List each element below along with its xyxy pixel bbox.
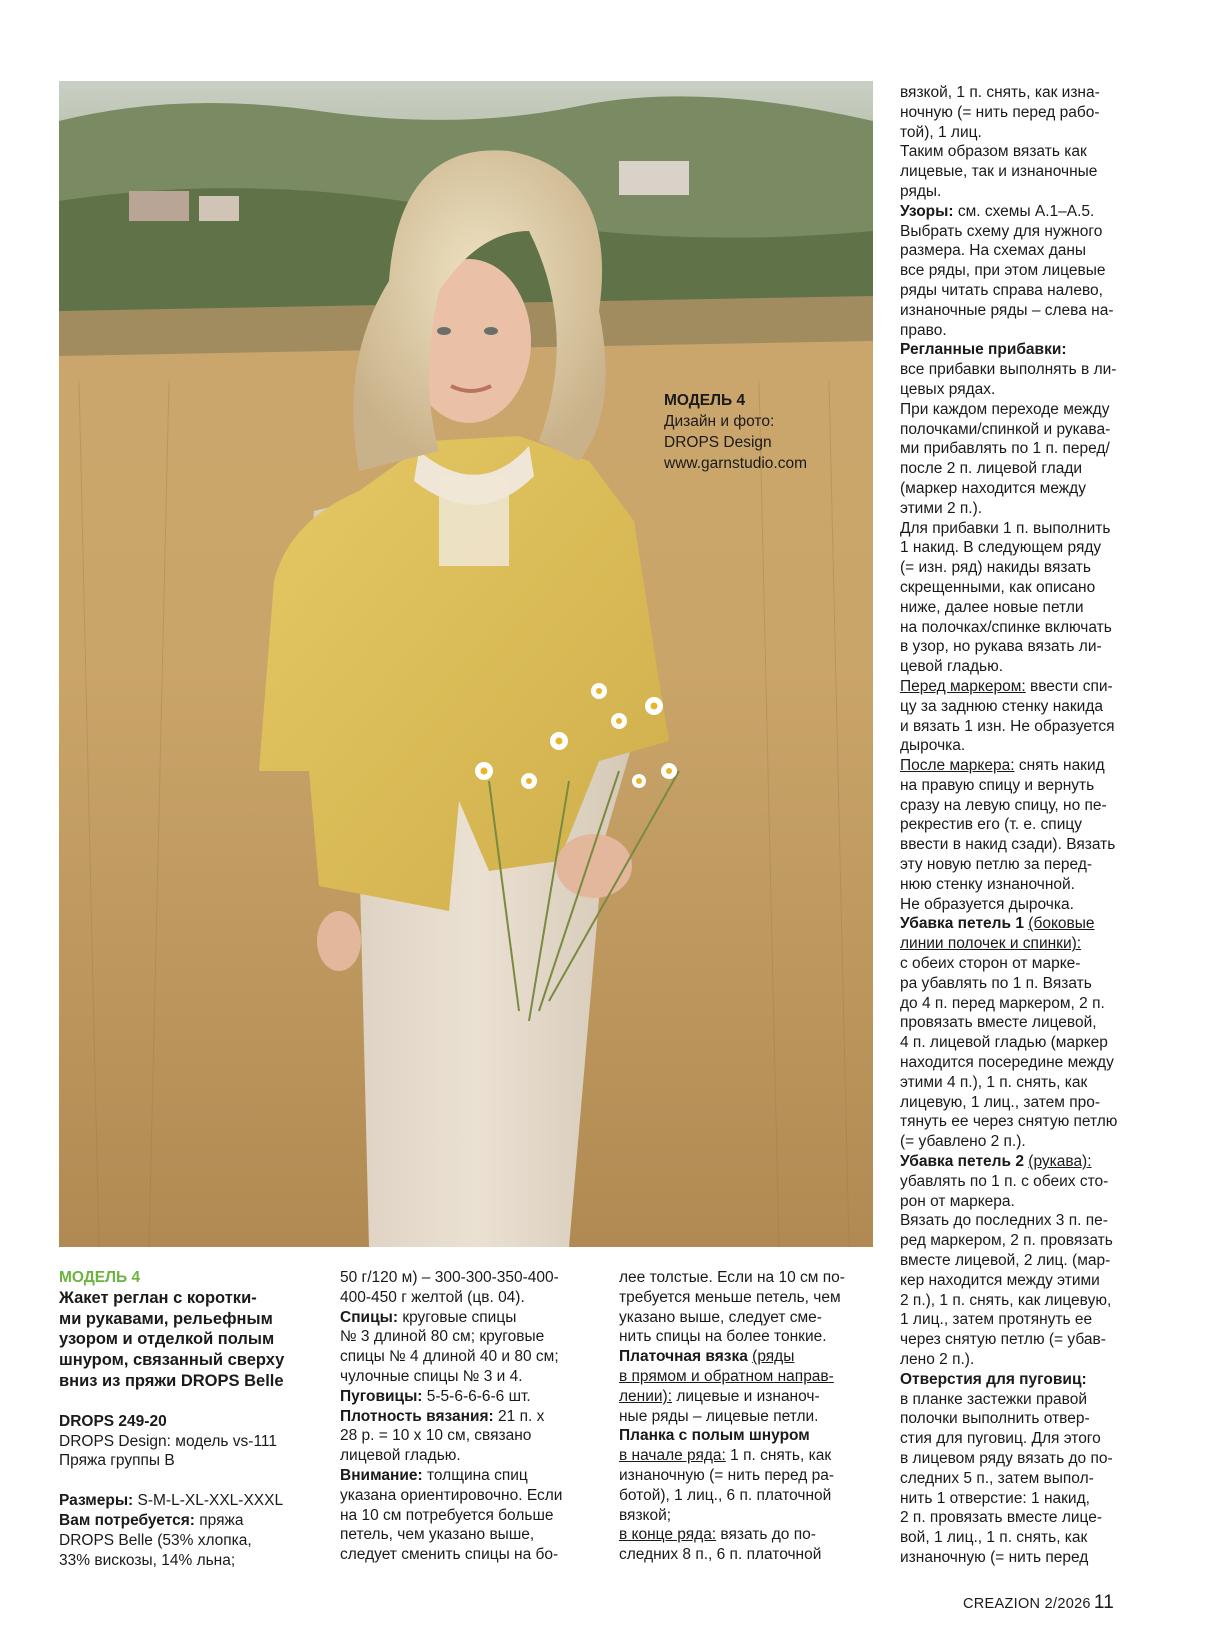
text-line — [900, 1390, 1152, 1410]
text-line — [900, 1508, 1152, 1528]
text-line — [900, 677, 1152, 697]
text-segment: в конце ряда: — [619, 1526, 717, 1544]
text-line — [619, 1288, 877, 1308]
text-segment: изнаночную (= нить перед ра- — [619, 1466, 834, 1484]
text-segment: После маркера: — [900, 757, 1015, 775]
text-line — [900, 914, 1152, 934]
text-line — [900, 697, 1152, 717]
text-segment: Пуговицы: — [340, 1387, 423, 1405]
text-line — [900, 1330, 1152, 1350]
text-line — [900, 1449, 1152, 1469]
right-text-column — [900, 83, 1152, 1568]
text-line — [59, 1371, 319, 1392]
text-segment: чулочные спицы № 3 и 4. — [340, 1367, 523, 1385]
text-line — [619, 1387, 877, 1407]
text-segment: 1 п. снять, как — [725, 1447, 832, 1465]
text-line — [619, 1426, 877, 1446]
text-segment: лицевые, так и изнаночные — [900, 163, 1098, 181]
text-segment: указано выше, следует сме- — [619, 1308, 822, 1326]
caption-website: www.garnstudio.com — [664, 455, 808, 472]
text-segment: размера. На схемах даны — [900, 242, 1087, 260]
text-line — [340, 1367, 598, 1387]
text-segment: рекрестив его (т. е. спицу — [900, 816, 1082, 834]
bottom-text-column-1 — [59, 1268, 319, 1570]
text-line — [900, 578, 1152, 598]
text-segment: ра убавлять по 1 п. Вязать — [900, 974, 1092, 992]
text-segment: лицевой гладью. — [340, 1447, 461, 1465]
text-segment: (маркер находится между — [900, 479, 1086, 497]
text-segment: полочки выполнить отвер- — [900, 1410, 1090, 1428]
text-line — [900, 380, 1152, 400]
text-segment: 2 п.), 1 п. снять, как лицевую, — [900, 1291, 1112, 1309]
text-line — [900, 1172, 1152, 1192]
text-segment: (ряды — [752, 1348, 795, 1366]
text-segment: этими 2 п.). — [900, 499, 983, 517]
text-line — [900, 1489, 1152, 1509]
text-line — [900, 202, 1152, 222]
text-segment: требуется меньше петель, чем — [619, 1288, 841, 1306]
text-segment: стия для пуговиц. Для этого — [900, 1430, 1101, 1448]
page-number: 11 — [1093, 1592, 1115, 1613]
text-line — [900, 420, 1152, 440]
text-line — [900, 618, 1152, 638]
text-line — [340, 1347, 598, 1367]
text-line — [59, 1491, 319, 1511]
text-line — [900, 1370, 1152, 1390]
text-segment: вязать до по- — [716, 1526, 816, 1544]
text-segment: шнуром, связанный сверху — [59, 1351, 285, 1370]
text-segment: ботой), 1 лиц., 6 п. платочной — [619, 1486, 832, 1504]
text-segment: пряжа — [194, 1511, 244, 1529]
text-segment: на 10 см потребуется больше — [340, 1506, 554, 1524]
text-segment: указана ориентировочно. Если — [340, 1486, 563, 1504]
text-line — [900, 103, 1152, 123]
text-line — [619, 1347, 877, 1367]
text-segment: узором и отделкой полым — [59, 1330, 275, 1349]
text-segment: Убавка петель 2 — [900, 1153, 1024, 1171]
text-segment: вязкой, 1 п. снять, как изна- — [900, 84, 1100, 101]
text-segment: ряды. — [900, 182, 942, 200]
text-segment: изнаночную (= нить перед — [900, 1548, 1089, 1566]
text-line — [900, 142, 1152, 162]
text-segment: в планке застежки правой — [900, 1390, 1087, 1408]
text-line — [340, 1407, 598, 1427]
text-segment: Узоры: — [900, 202, 954, 220]
text-segment: № 3 длиной 80 см; круговые — [340, 1328, 545, 1346]
text-segment: цу за заднюю стенку накида — [900, 697, 1104, 715]
text-segment: той), 1 лиц. — [900, 123, 982, 141]
text-segment: Регланные прибавки: — [900, 341, 1067, 359]
text-line — [59, 1451, 319, 1471]
text-segment: следних 5 п., затем выпол- — [900, 1469, 1094, 1487]
text-segment: убавлять по 1 п. с обеих сто- — [900, 1172, 1109, 1190]
text-line — [900, 875, 1152, 895]
text-line — [340, 1308, 598, 1328]
text-line — [900, 459, 1152, 479]
text-line — [900, 1291, 1152, 1311]
text-segment: этими 4 п.), 1 п. снять, как — [900, 1073, 1088, 1091]
page-footer — [963, 1592, 1114, 1614]
text-line — [900, 895, 1152, 915]
text-segment: право. — [900, 321, 947, 339]
text-line — [340, 1387, 598, 1407]
text-segment: Убавка петель 1 — [900, 915, 1024, 933]
text-line — [340, 1525, 598, 1545]
text-segment: 1 лиц., затем протянуть ее — [900, 1311, 1093, 1329]
text-line — [900, 815, 1152, 835]
text-line — [900, 1409, 1152, 1429]
text-segment: ввести спи- — [1025, 677, 1113, 695]
text-line — [900, 776, 1152, 796]
text-segment: сразу на левую спицу, но пе- — [900, 796, 1107, 814]
text-segment: Для прибавки 1 п. выполнить — [900, 519, 1111, 537]
text-segment: Платочная вязка — [619, 1348, 748, 1366]
bottom-text-column-3 — [619, 1268, 877, 1565]
text-segment: нить 1 отверстие: 1 накид, — [900, 1489, 1090, 1507]
text-segment: S-M-L-XL-XXL-XXXL — [133, 1492, 284, 1510]
text-line — [900, 1469, 1152, 1489]
text-segment: ночную (= нить перед рабо- — [900, 103, 1100, 121]
text-line — [340, 1327, 598, 1347]
text-segment: 33% вискозы, 14% льна; — [59, 1551, 236, 1569]
text-segment: 50 г/120 м) – 300-300-350-400- — [340, 1269, 559, 1286]
caption-model: МОДЕЛЬ 4 — [664, 392, 746, 409]
text-segment: см. схемы А.1–А.5. — [953, 202, 1095, 220]
text-line — [59, 1392, 319, 1412]
text-line — [340, 1288, 598, 1308]
text-line — [619, 1466, 877, 1486]
text-line — [900, 1053, 1152, 1073]
text-line — [900, 321, 1152, 341]
text-line — [900, 83, 1152, 103]
text-line — [619, 1486, 877, 1506]
text-segment: лено 2 п.). — [900, 1351, 975, 1368]
text-segment: Отверстия для пуговиц: — [900, 1370, 1087, 1388]
text-segment: изнаночные ряды – слева на- — [900, 301, 1114, 319]
text-segment: провязать вместе лицевой, — [900, 1014, 1097, 1032]
text-line — [900, 1350, 1152, 1370]
text-line — [619, 1407, 877, 1427]
text-segment: Выбрать схему для нужного — [900, 222, 1103, 240]
text-segment: Плотность вязания: — [340, 1407, 494, 1425]
text-line — [900, 717, 1152, 737]
text-line — [900, 1132, 1152, 1152]
text-line — [59, 1309, 319, 1330]
text-line — [900, 1073, 1152, 1093]
caption-design-line: Дизайн и фото: — [664, 413, 775, 430]
text-line — [900, 994, 1152, 1014]
text-line — [900, 736, 1152, 756]
text-line — [900, 360, 1152, 380]
text-segment: DROPS Design: модель vs-111 — [59, 1432, 278, 1450]
text-segment: вниз из пряжи DROPS Belle — [59, 1371, 284, 1390]
text-segment: находится посередине между — [900, 1054, 1114, 1072]
model-photo — [59, 81, 873, 1247]
text-segment: спицы № 4 длиной 40 и 80 см; — [340, 1348, 559, 1366]
text-segment: 5-5-6-6-6-6 шт. — [422, 1387, 531, 1405]
text-line — [900, 538, 1152, 558]
text-line — [900, 241, 1152, 261]
text-segment: (рукава): — [1028, 1153, 1092, 1171]
text-segment: дырочка. — [900, 737, 966, 755]
text-line — [900, 1211, 1152, 1231]
text-line — [900, 499, 1152, 519]
text-segment: Планка с полым шнуром — [619, 1427, 810, 1445]
text-line — [900, 637, 1152, 657]
text-line — [900, 1231, 1152, 1251]
text-segment: петель, чем указано выше, — [340, 1526, 535, 1544]
text-segment: Вам потребуется: — [59, 1511, 195, 1529]
text-line — [900, 934, 1152, 954]
text-segment: Внимание: — [340, 1466, 423, 1484]
text-line — [900, 1528, 1152, 1548]
text-segment: снять накид — [1014, 757, 1105, 775]
text-segment: после 2 п. лицевой глади — [900, 460, 1083, 478]
text-line — [619, 1525, 877, 1545]
text-line — [900, 657, 1152, 677]
text-segment: ниже, далее новые петли — [900, 598, 1084, 616]
text-line — [59, 1412, 319, 1432]
text-segment: Не образуется дырочка. — [900, 895, 1074, 913]
text-line — [340, 1446, 598, 1466]
text-segment: вязкой; — [619, 1506, 672, 1524]
text-line — [900, 558, 1152, 578]
text-segment: через снятую петлю (= убав- — [900, 1331, 1106, 1349]
text-line — [619, 1446, 877, 1466]
text-segment: толщина спиц — [422, 1466, 528, 1484]
text-segment: ные ряды – лицевые петли. — [619, 1407, 819, 1425]
text-line — [900, 261, 1152, 281]
text-line — [340, 1506, 598, 1526]
text-line — [900, 598, 1152, 618]
text-segment: лее толстые. Если на 10 см по- — [619, 1269, 845, 1286]
text-segment: 1 накид. В следующем ряду — [900, 539, 1102, 557]
text-segment: ряды читать справа налево, — [900, 281, 1103, 299]
text-segment: кер находится между этими — [900, 1271, 1100, 1289]
text-segment: полочками/спинкой и рукава- — [900, 420, 1111, 438]
text-line — [59, 1531, 319, 1551]
text-line — [900, 974, 1152, 994]
text-line — [900, 222, 1152, 242]
text-segment: скрещенными, как описано — [900, 578, 1096, 596]
text-segment: цевых рядах. — [900, 380, 996, 398]
text-line — [340, 1545, 598, 1565]
text-line — [900, 301, 1152, 321]
text-segment: тянуть ее через снятую петлю — [900, 1113, 1118, 1131]
text-line — [619, 1367, 877, 1387]
text-segment: ред маркером, 2 п. провязать — [900, 1232, 1113, 1250]
text-line — [900, 1548, 1152, 1568]
text-segment: Спицы: — [340, 1308, 399, 1326]
text-segment: ввести в накид сзади). Вязать — [900, 836, 1116, 854]
text-line — [900, 400, 1152, 420]
text-line — [619, 1506, 877, 1526]
text-segment: 21 п. х — [493, 1407, 545, 1425]
text-segment: линии полочек и спинки): — [900, 935, 1082, 953]
text-line — [900, 756, 1152, 776]
text-line — [900, 954, 1152, 974]
text-line — [59, 1350, 319, 1371]
text-segment: Жакет реглан с коротки- — [59, 1288, 257, 1307]
text-segment: 2 п. провязать вместе лице- — [900, 1509, 1103, 1527]
text-line — [900, 1192, 1152, 1212]
text-line — [900, 1033, 1152, 1053]
text-segment: все ряды, при этом лицевые — [900, 262, 1106, 280]
text-line — [900, 1251, 1152, 1271]
text-line — [900, 796, 1152, 816]
text-line — [900, 1013, 1152, 1033]
text-segment: При каждом переходе между — [900, 400, 1110, 418]
text-line — [340, 1466, 598, 1486]
text-segment: Размеры: — [59, 1492, 134, 1510]
text-segment: следует сменить спицы на бо- — [340, 1546, 559, 1564]
text-line — [340, 1486, 598, 1506]
text-line — [619, 1327, 877, 1347]
text-segment: вместе лицевой, 2 лиц. (мар- — [900, 1252, 1111, 1270]
text-line — [900, 1112, 1152, 1132]
text-line — [59, 1511, 319, 1531]
text-segment: в узор, но рукава вязать ли- — [900, 638, 1102, 656]
text-segment: на правую спицу и вернуть — [900, 776, 1095, 794]
text-line — [900, 855, 1152, 875]
text-line — [900, 835, 1152, 855]
caption-brand: DROPS Design — [664, 434, 772, 451]
text-segment: рон от маркера. — [900, 1192, 1015, 1210]
text-line — [900, 123, 1152, 143]
text-line — [900, 1093, 1152, 1113]
text-segment: Пряжа группы B — [59, 1452, 175, 1470]
text-segment: эту новую петлю за перед- — [900, 856, 1093, 874]
text-line — [59, 1432, 319, 1452]
text-line — [900, 1429, 1152, 1449]
text-segment: DROPS 249-20 — [59, 1412, 167, 1430]
text-segment: до 4 п. перед маркером, 2 п. — [900, 994, 1105, 1012]
text-line — [900, 162, 1152, 182]
text-line — [59, 1551, 319, 1571]
text-segment: 4 п. лицевой гладью (маркер — [900, 1034, 1108, 1052]
text-line — [900, 281, 1152, 301]
text-segment: DROPS Belle (53% хлопка, — [59, 1531, 252, 1549]
text-line — [900, 439, 1152, 459]
text-line — [900, 182, 1152, 202]
text-segment: вой, 1 лиц., 1 п. снять, как — [900, 1529, 1088, 1547]
text-line — [59, 1288, 319, 1309]
text-segment: с обеих сторон от марке- — [900, 955, 1081, 973]
text-segment: нить спицы на более тонкие. — [619, 1328, 827, 1346]
text-segment: цевой гладью. — [900, 658, 1003, 676]
text-line — [619, 1268, 877, 1288]
text-line — [900, 1152, 1152, 1172]
text-line — [340, 1426, 598, 1446]
text-line — [900, 519, 1152, 539]
text-line — [900, 479, 1152, 499]
text-segment: (= изн. ряд) накиды вязать — [900, 559, 1091, 577]
text-segment: на полочках/спинке включать — [900, 618, 1112, 636]
text-segment: лицевую, 1 лиц., затем про- — [900, 1093, 1101, 1111]
text-line — [900, 1310, 1152, 1330]
text-segment: ми прибавлять по 1 п. перед/ — [900, 440, 1110, 458]
text-line — [619, 1308, 877, 1328]
text-segment: круговые спицы — [398, 1308, 517, 1326]
text-segment: все прибавки выполнять в ли- — [900, 361, 1117, 379]
text-segment: (= убавлено 2 п.). — [900, 1133, 1026, 1151]
text-segment: Таким образом вязать как — [900, 143, 1087, 161]
text-segment: в прямом и обратном направ- — [619, 1367, 834, 1385]
text-segment: в лицевом ряду вязать до по- — [900, 1449, 1113, 1467]
text-segment: Вязать до последних 3 п. пе- — [900, 1212, 1108, 1230]
text-line — [900, 1271, 1152, 1291]
text-segment: 400-450 г желтой (цв. 04). — [340, 1288, 525, 1306]
bottom-text-column-2 — [340, 1268, 598, 1565]
magazine-issue: CREAZION 2/2026 — [963, 1596, 1091, 1612]
text-segment: МОДЕЛЬ 4 — [59, 1269, 141, 1286]
text-line — [900, 340, 1152, 360]
text-line — [619, 1545, 877, 1565]
text-segment: в начале ряда: — [619, 1447, 726, 1465]
text-segment: ми рукавами, рельефным — [59, 1309, 273, 1328]
text-line — [59, 1329, 319, 1350]
text-segment: 28 р. = 10 х 10 см, связано — [340, 1427, 532, 1445]
text-segment: лении): — [619, 1387, 673, 1405]
text-segment: и вязать 1 изн. Не образуется — [900, 717, 1115, 735]
text-segment: нюю стенку изнаночной. — [900, 875, 1075, 893]
text-line — [59, 1268, 319, 1288]
text-segment: Перед маркером: — [900, 677, 1026, 695]
text-segment: следних 8 п., 6 п. платочной — [619, 1546, 822, 1564]
text-line — [340, 1268, 598, 1288]
text-segment: лицевые и изнаноч- — [672, 1387, 820, 1405]
text-segment: (боковые — [1028, 915, 1095, 933]
text-line — [59, 1471, 319, 1491]
photo-caption — [664, 390, 864, 474]
